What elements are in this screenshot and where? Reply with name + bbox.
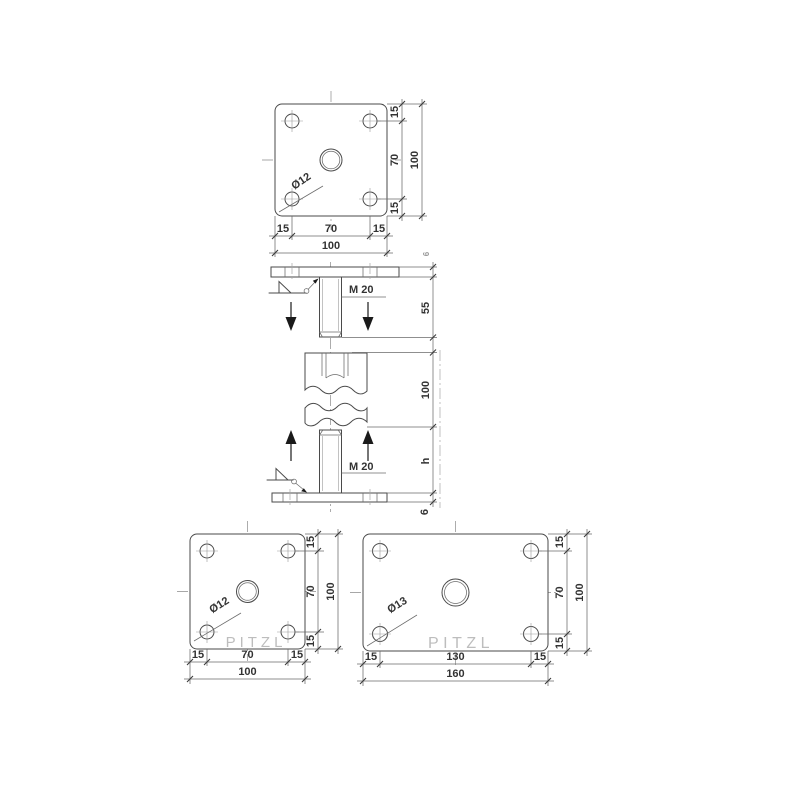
dim-label: 15 <box>372 223 386 235</box>
post-section <box>305 353 367 426</box>
dim-label-plate-thickness: 6 <box>422 251 431 257</box>
bottom-dimensions <box>357 651 554 686</box>
plate-large-view <box>350 521 592 686</box>
dim-overall-label: 160 <box>446 668 465 680</box>
upper-weld-symbol <box>269 279 319 294</box>
dim-label: 15 <box>533 651 547 663</box>
dim-label: 15 <box>290 649 304 661</box>
dim-label: 70 <box>389 153 401 167</box>
dim-label-rod-length-h: h <box>420 457 432 465</box>
dim-label-plate-thickness: 6 <box>419 508 431 516</box>
dim-overall-label: 100 <box>321 240 341 252</box>
dim-overall-label: 100 <box>325 582 337 601</box>
dim-label: 130 <box>446 651 465 663</box>
dim-overall-label: 100 <box>574 583 586 602</box>
dim-overall-label: 100 <box>409 150 421 170</box>
dim-label: 70 <box>305 585 317 598</box>
dim-label: 70 <box>554 586 566 599</box>
hole-diameter-label: Ø12 <box>289 170 314 193</box>
top-view <box>262 91 427 257</box>
dim-label: 15 <box>554 535 566 549</box>
bottom-dimensions <box>184 649 311 684</box>
dim-label-rod-length: 55 <box>420 301 432 315</box>
hole-diameter-label: Ø12 <box>207 594 232 617</box>
dim-label: 15 <box>389 201 401 215</box>
brand-label: PITZL <box>225 634 287 651</box>
thread-label: M 20 <box>349 461 374 473</box>
dim-label: 15 <box>554 636 566 650</box>
dim-label: 15 <box>305 535 317 549</box>
dim-label: 15 <box>389 105 401 119</box>
upper-plate-side <box>271 267 399 277</box>
dim-label: 70 <box>324 223 338 235</box>
dim-label: 15 <box>364 651 378 663</box>
section-view <box>267 251 440 515</box>
dim-label: 15 <box>276 223 290 235</box>
plate-outline <box>363 534 548 651</box>
dim-label-post-length: 100 <box>420 380 432 400</box>
thread-label: M 20 <box>349 284 374 296</box>
plate-small-view <box>177 521 343 684</box>
dim-label: 70 <box>241 649 254 661</box>
dim-label: 15 <box>305 634 317 648</box>
dim-label: 15 <box>191 649 205 661</box>
lower-weld-symbol <box>267 469 307 493</box>
brand-label: PITZL <box>427 635 495 652</box>
hole-diameter-label: Ø13 <box>385 594 410 617</box>
dim-overall-label: 100 <box>238 666 257 678</box>
bottom-dimensions <box>269 216 393 257</box>
